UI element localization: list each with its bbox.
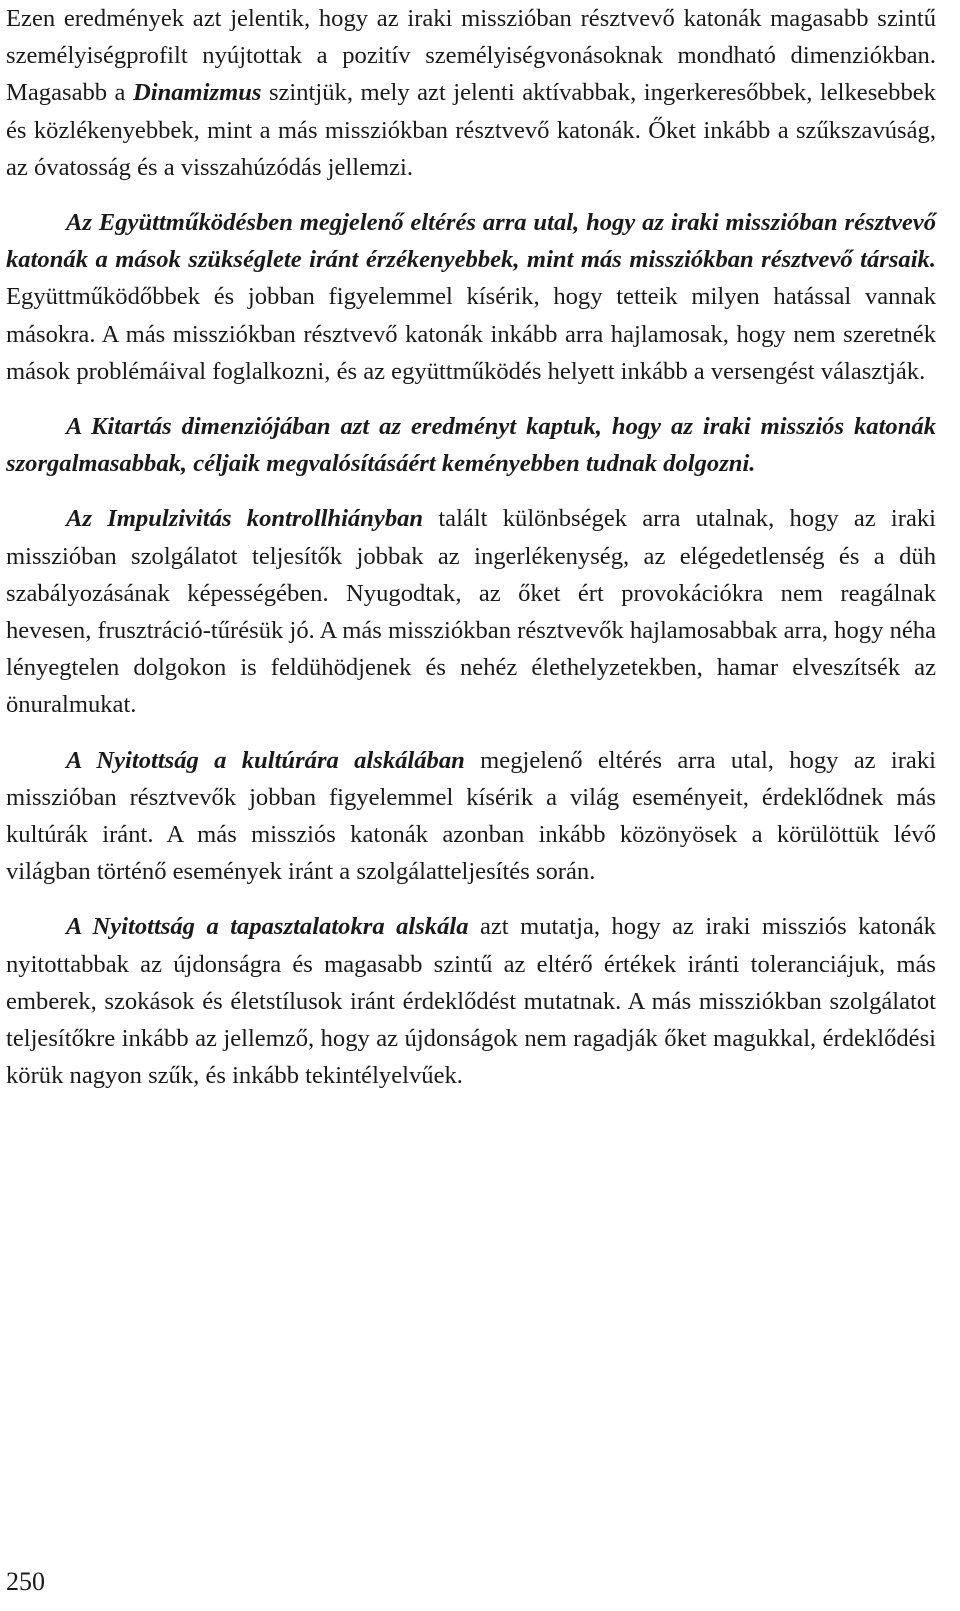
page-number: 250 <box>6 1567 45 1596</box>
emphasis-dinamizmus: Dinamizmus <box>132 79 262 107</box>
paragraph-kitartas <box>6 408 936 482</box>
document-page <box>6 0 936 1094</box>
text-run: Ezen eredmények azt jelentik, hogy az iraki misszióban résztvevő katonák magasabb szintű személyiségprofilt nyújtottak a pozitív személyiségvonásoknak mondható dimenziókban. Magasabb a <box>6 5 936 107</box>
paragraph-nyitottsag-tapasztalat <box>6 908 936 1094</box>
paragraph-impulzivitas <box>6 500 936 723</box>
text-run: szintjük, mely azt jelenti aktívabbak, ingerkeresőbbek, lelkesebbek és közlékenyebbek, mint a más missziókban résztvevő katonák. Őket inkább a szűkszavúság, az óvatosság és a visszahúzódás jellemzi. <box>6 79 936 181</box>
text-run: azt mutatja, hogy az iraki missziós katonák nyitottabbak az újdonságra és magasabb szintű az eltérő értékek iránti toleranciájuk, más emberek, szokások és életstílusok iránt érdeklődést mutatnak. A más missziókban szolgálatot teljesítőkre inkább az jellemző, hogy az újdonságok nem ragadják őket magukkal, érdeklődési körük nagyon szűk, és inkább tekintélyelvűek. <box>6 913 936 1090</box>
paragraph-dinamizmus <box>6 0 936 186</box>
paragraph-nyitottsag-kultura <box>6 742 936 891</box>
text-run: megjelenő eltérés arra utal, hogy az iraki misszióban résztvevők jobban figyelemmel kísérik a világ eseményeit, érdeklődnek más kultúrák iránt. A más missziós katonák azonban inkább közönyösek a körülöttük lévő világban történő események iránt a szolgálatteljesítés során. <box>6 746 936 886</box>
emphasis-kitartas: A Kitartás dimenziójában azt az eredményt kaptuk, hogy az iraki missziós katonák szorgalmasabbak, céljaik megvalósításáért keményebben tudnak dolgozni. <box>6 413 936 478</box>
emphasis-nyitottsag-kultura: A Nyitottság a kultúrára alskálában <box>66 746 465 774</box>
emphasis-nyitottsag-tapasztalat: A Nyitottság a tapasztalatokra alskála <box>66 913 469 941</box>
text-run: talált különbségek arra utalnak, hogy az iraki misszióban szolgálatot teljesítők jobbak az ingerlékenység, az elégedetlenség és a düh szabályozásának képességében. Nyugodtak, az őket ért provokációkra nem reagálnak hevesen, frusztráció-tűrésük jó. A más missziókban résztvevők hajlamosabbak arra, hogy néha lényegtelen dolgokon is feldühödjenek és nehéz élethelyzetekben, hamar elveszítsék az önuralmukat. <box>6 505 936 719</box>
emphasis-impulzivitas: Az Impulzivitás kontrollhiányban <box>66 505 424 533</box>
text-run: Együttműködőbbek és jobban figyelemmel kísérik, hogy tetteik milyen hatással vannak másokra. A más missziókban résztvevő katonák inkább arra hajlamosak, hogy nem szeretnék mások problémáival foglalkozni, és az együttműködés helyett inkább a versengést választják. <box>6 283 936 385</box>
emphasis-egyuttmukodes: Az Együttműködésben megjelenő eltérés arra utal, hogy az iraki misszióban résztvevő katonák a mások szükséglete iránt érzékenyebbek, mint más missziókban résztvevő társaik. <box>6 209 936 274</box>
paragraph-egyuttmukodes <box>6 204 936 390</box>
